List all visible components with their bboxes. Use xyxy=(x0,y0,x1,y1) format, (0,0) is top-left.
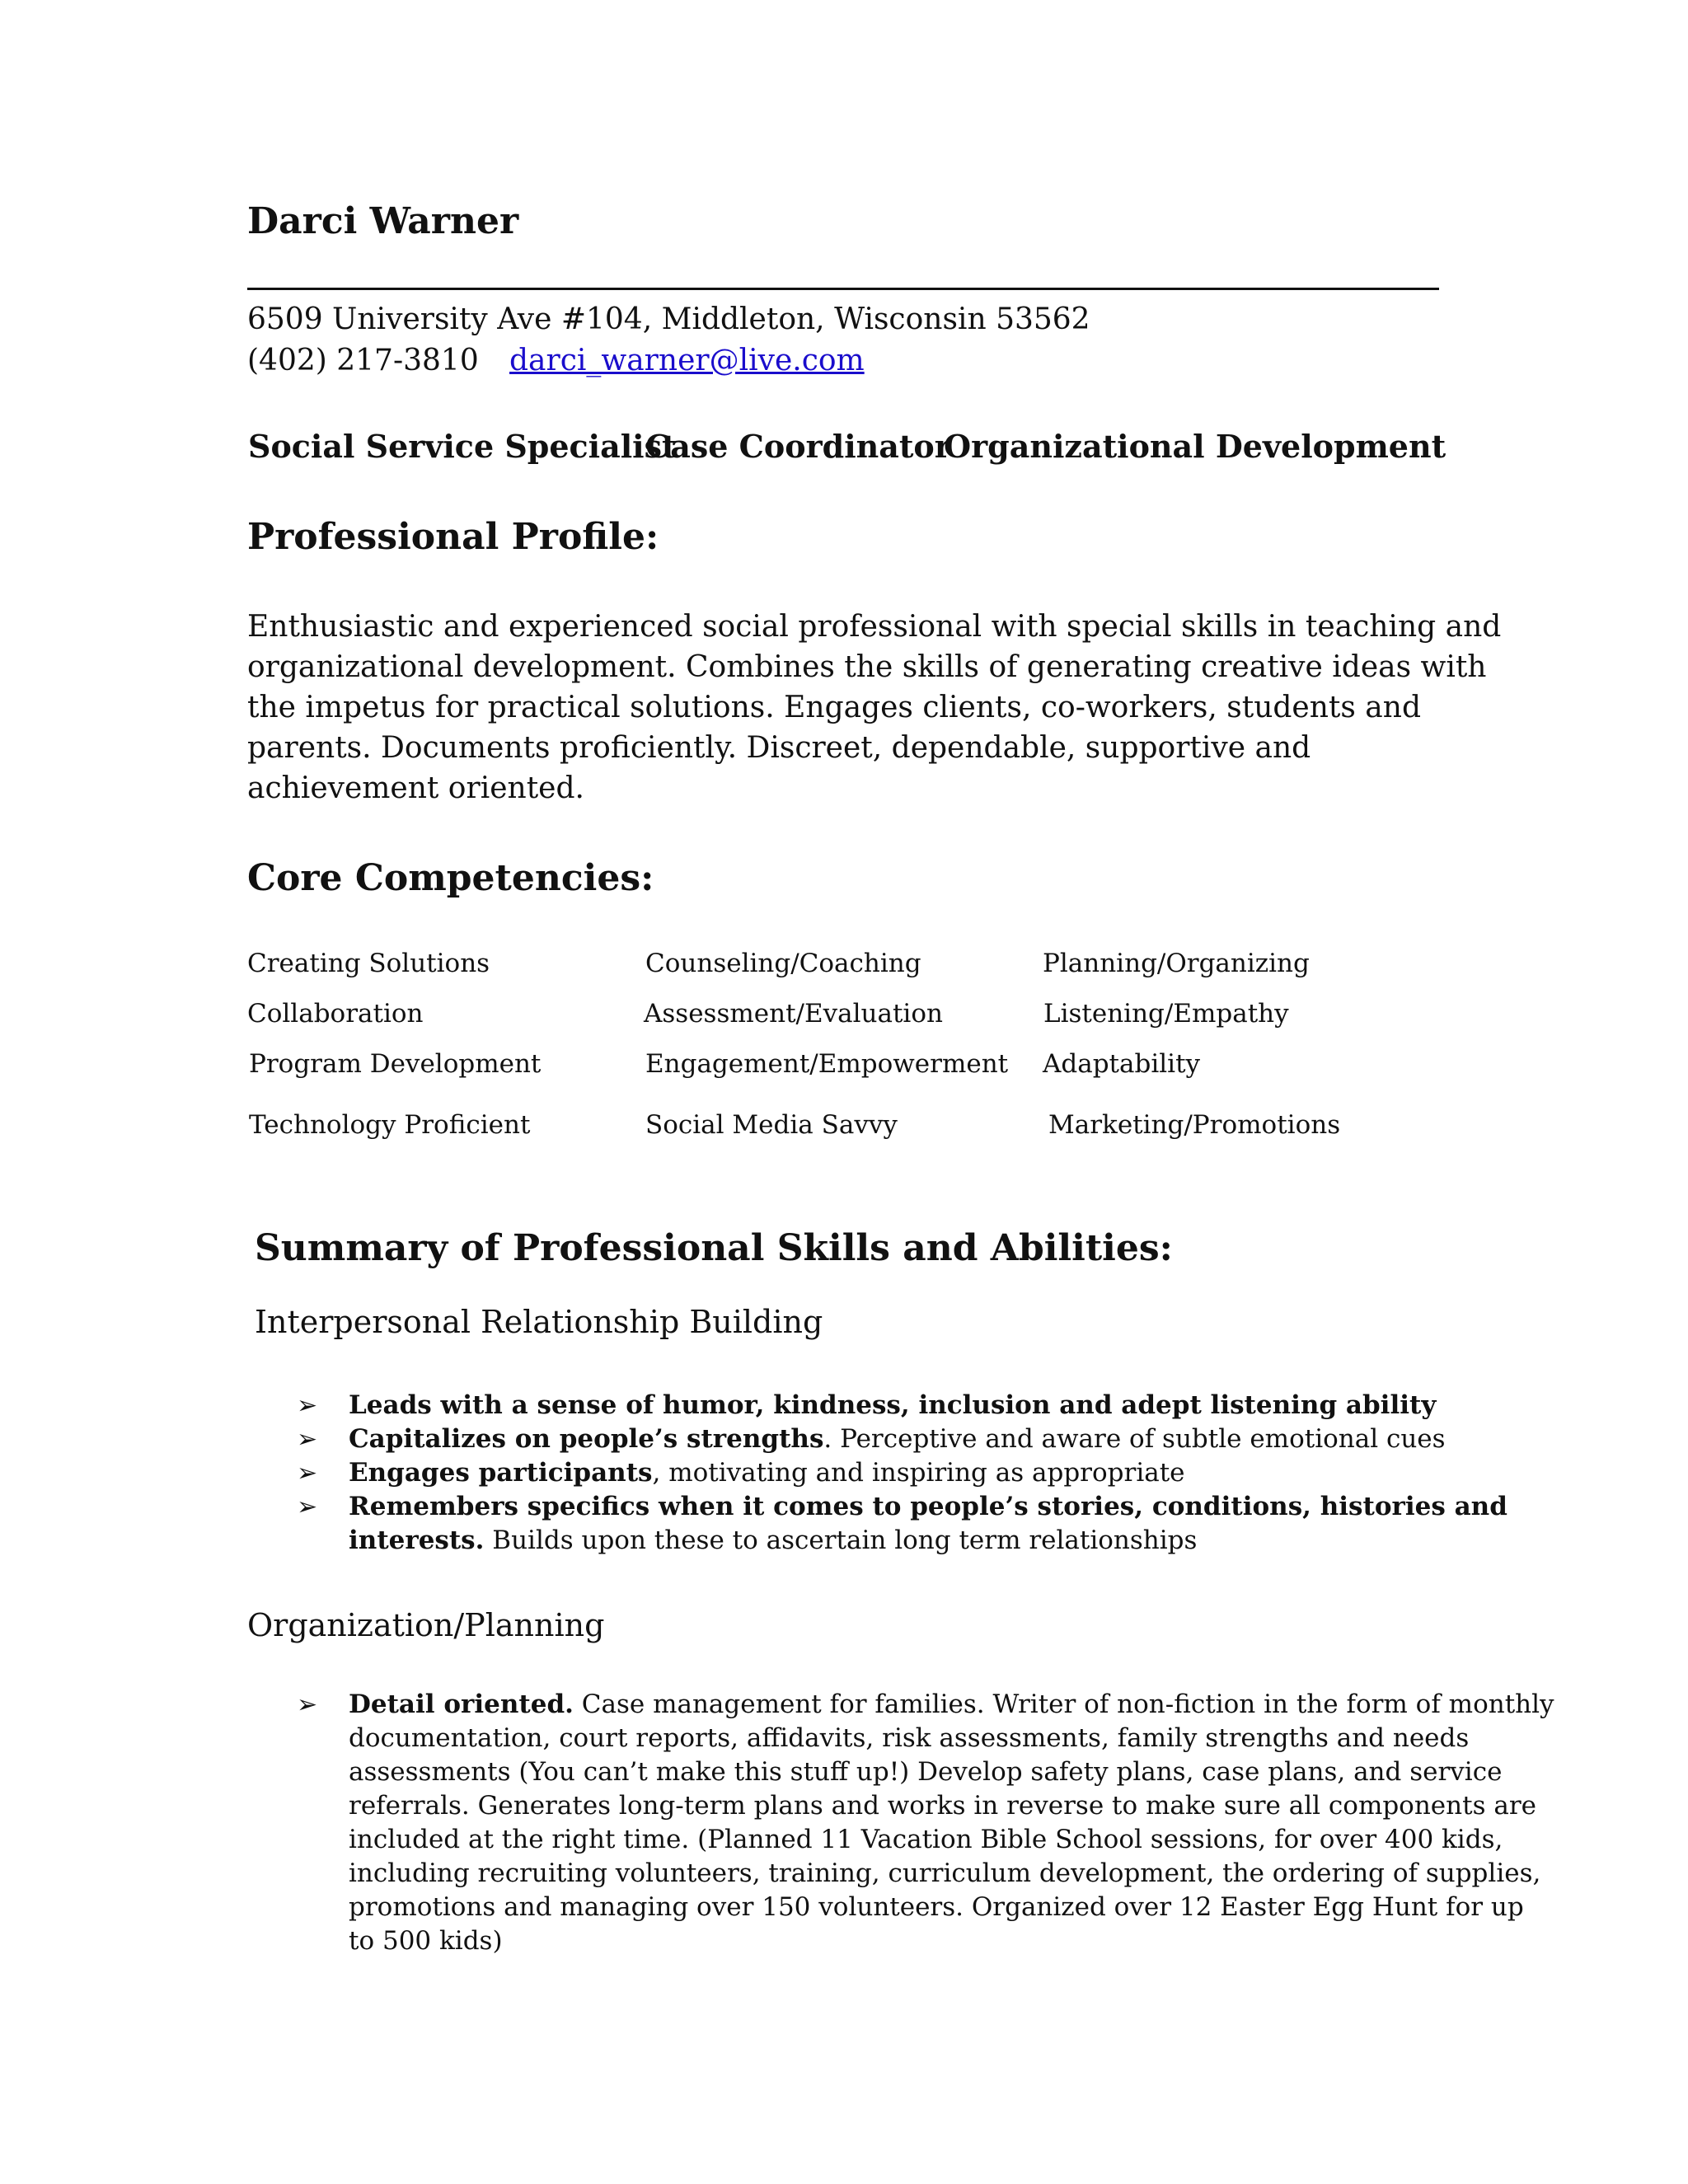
header-divider xyxy=(247,288,1439,290)
title-case-coordinator: Case Coordinator xyxy=(645,428,951,465)
competency-item: Adaptability xyxy=(1043,1049,1201,1079)
competency-item: Planning/Organizing xyxy=(1043,949,1310,978)
competencies-heading: Core Competencies: xyxy=(247,857,654,899)
bullet-text: , motivating and inspiring as appropriate xyxy=(652,1458,1185,1488)
profile-heading: Professional Profile: xyxy=(247,516,659,558)
profile-line: organizational development. Combines the skills of generating creative ideas with xyxy=(247,650,1487,684)
bullet-text: Case management for families. Writer of non-fiction in the form of monthly xyxy=(573,1690,1554,1719)
list-item xyxy=(247,1456,1507,1490)
bullet-bold-text: Remembers specifics when it comes to people’s stories, conditions, histories and xyxy=(349,1492,1507,1521)
arrowhead-bullet-icon: ➢ xyxy=(297,1391,318,1420)
arrowhead-bullet-icon: ➢ xyxy=(297,1425,318,1454)
arrowhead-bullet-icon: ➢ xyxy=(297,1690,318,1719)
bullet-bold-text: Detail oriented. xyxy=(349,1690,574,1719)
list-item xyxy=(247,1688,1554,1958)
competency-item: Collaboration xyxy=(247,999,424,1029)
competency-item: Listening/Empathy xyxy=(1043,999,1289,1029)
interpersonal-subheading: Interpersonal Relationship Building xyxy=(255,1304,823,1340)
competency-item: Program Development xyxy=(249,1049,542,1079)
profile-line: the impetus for practical solutions. Engages clients, co-workers, students and xyxy=(247,691,1421,724)
title-organizational-development: Organizational Development xyxy=(944,428,1447,465)
bullet-text: referrals. Generates long-term plans and works in reverse to make sure all components are xyxy=(349,1791,1536,1821)
competency-item: Creating Solutions xyxy=(247,949,490,978)
bullet-text: . Perceptive and aware of subtle emotional cues xyxy=(823,1424,1446,1454)
bullet-text: Builds upon these to ascertain long term relationships xyxy=(484,1526,1198,1555)
arrowhead-bullet-icon: ➢ xyxy=(297,1459,318,1488)
competency-item: Social Media Savvy xyxy=(645,1110,898,1140)
profile-line: Enthusiastic and experienced social professional with special skills in teaching and xyxy=(247,610,1502,644)
competency-item: Counseling/Coaching xyxy=(645,949,921,978)
competency-item: Engagement/Empowerment xyxy=(645,1049,1009,1079)
competency-item: Assessment/Evaluation xyxy=(644,999,943,1029)
candidate-name: Darci Warner xyxy=(247,200,519,242)
bullet-bold-text: Leads with a sense of humor, kindness, inclusion and adept listening ability xyxy=(349,1390,1437,1420)
email-link[interactable]: darci_warner@live.com xyxy=(509,344,865,377)
organization-subheading: Organization/Planning xyxy=(247,1607,605,1643)
arrowhead-bullet-icon: ➢ xyxy=(297,1493,318,1521)
competency-item: Technology Proficient xyxy=(249,1110,531,1140)
bullet-bold-text: interests. xyxy=(349,1526,485,1555)
list-item xyxy=(247,1490,1507,1558)
competency-item: Marketing/Promotions xyxy=(1048,1110,1341,1140)
phone-number: (402) 217-3810 xyxy=(247,344,479,377)
bullet-text: to 500 kids) xyxy=(349,1926,503,1956)
address: 6509 University Ave #104, Middleton, Wisconsin 53562 xyxy=(247,302,1090,336)
bullet-text: promotions and managing over 150 volunteers. Organized over 12 Easter Egg Hunt for up xyxy=(349,1892,1524,1922)
profile-line: parents. Documents proficiently. Discreet, dependable, supportive and xyxy=(247,731,1311,765)
interpersonal-bullet-list xyxy=(247,1389,1507,1558)
bullet-text: assessments (You can’t make this stuff up!) Develop safety plans, case plans, and service xyxy=(349,1757,1503,1787)
bullet-text: documentation, court reports, affidavits, risk assessments, family strengths and needs xyxy=(349,1723,1470,1753)
list-item xyxy=(247,1389,1507,1422)
skills-heading: Summary of Professional Skills and Abilities: xyxy=(255,1227,1173,1269)
organization-bullet-list xyxy=(247,1688,1554,1958)
bullet-bold-text: Engages participants xyxy=(349,1458,653,1488)
list-item xyxy=(247,1422,1507,1456)
profile-paragraph xyxy=(247,607,1502,808)
bullet-text: including recruiting volunteers, training, curriculum development, the ordering of supplies, xyxy=(349,1858,1541,1888)
bullet-text: included at the right time. (Planned 11 Vacation Bible School sessions, for over 400 kids, xyxy=(349,1825,1503,1854)
title-social-service-specialist: Social Service Specialist xyxy=(248,428,677,465)
bullet-bold-text: Capitalizes on people’s strengths xyxy=(349,1424,824,1454)
profile-line: achievement oriented. xyxy=(247,771,584,805)
